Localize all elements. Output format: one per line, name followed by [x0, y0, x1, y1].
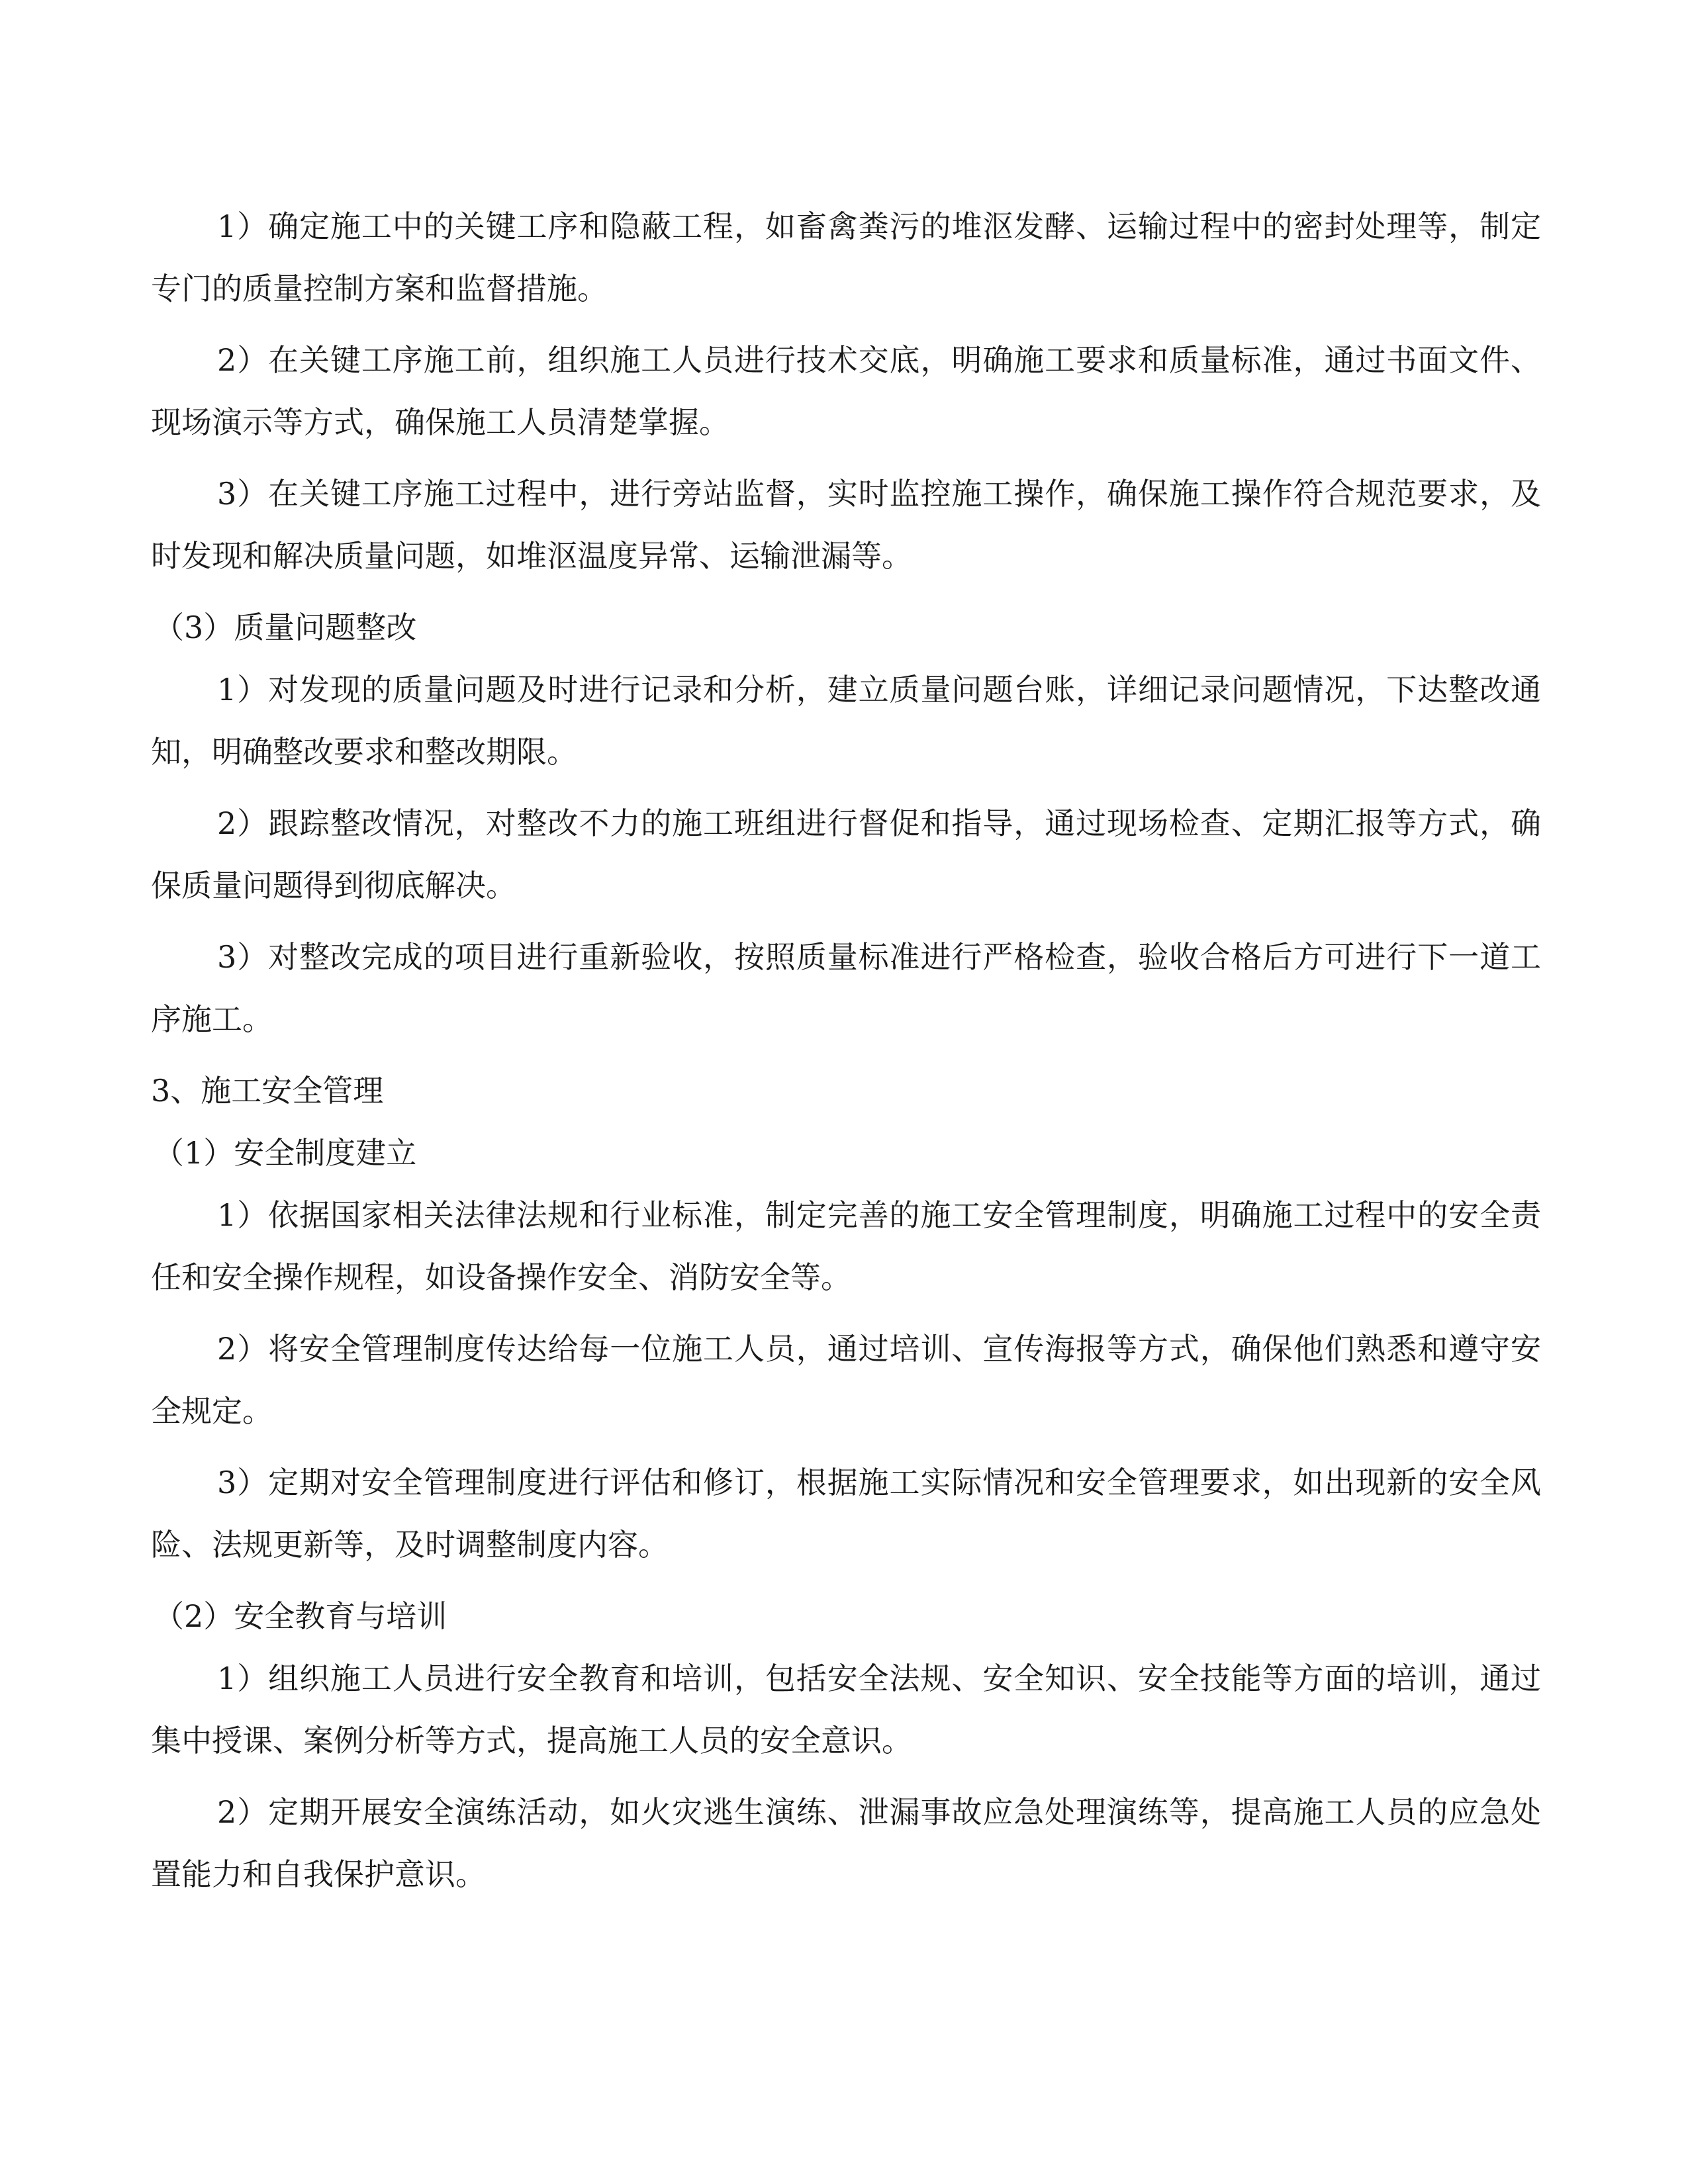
paragraph-rectification-3: 3）对整改完成的项目进行重新验收，按照质量标准进行严格检查，验收合格后方可进行下一道工序施工。 [151, 939, 1541, 1037]
paragraph-safety-training-1: 1）组织施工人员进行安全教育和培训，包括安全法规、安全知识、安全技能等方面的培训，通过集中授课、案例分析等方式，提高施工人员的安全意识。 [151, 1661, 1541, 1758]
paragraph-safety-system-2: 2）将安全管理制度传达给每一位施工人员，通过培训、宣传海报等方式，确保他们熟悉和遵守安全规定。 [151, 1331, 1541, 1429]
paragraph-safety-training-2: 2）定期开展安全演练活动，如火灾逃生演练、泄漏事故应急处理演练等，提高施工人员的应急处置能力和自我保护意识。 [151, 1794, 1541, 1892]
paragraph-key-process-2: 2）在关键工序施工前，组织施工人员进行技术交底，明确施工要求和质量标准，通过书面文件、现场演示等方式，确保施工人员清楚掌握。 [151, 342, 1541, 440]
paragraph-rectification-2: 2）跟踪整改情况，对整改不力的施工班组进行督促和指导，通过现场检查、定期汇报等方式，确保质量问题得到彻底解决。 [151, 805, 1541, 903]
heading-safety-training: （2）安全教育与培训 [154, 1598, 447, 1634]
paragraph-safety-system-3: 3）定期对安全管理制度进行评估和修订，根据施工实际情况和安全管理要求，如出现新的安全风险、法规更新等，及时调整制度内容。 [151, 1465, 1541, 1563]
heading-safety-management: 3、施工安全管理 [151, 1073, 384, 1109]
paragraph-rectification-1: 1）对发现的质量问题及时进行记录和分析，建立质量问题台账，详细记录问题情况，下达整改通知，明确整改要求和整改期限。 [151, 672, 1541, 770]
heading-safety-system: （1）安全制度建立 [154, 1135, 417, 1171]
paragraph-safety-system-1: 1）依据国家相关法律法规和行业标准，制定完善的施工安全管理制度，明确施工过程中的安全责任和安全操作规程，如设备操作安全、消防安全等。 [151, 1197, 1541, 1295]
paragraph-key-process-3: 3）在关键工序施工过程中，进行旁站监督，实时监控施工操作，确保施工操作符合规范要求，及时发现和解决质量问题，如堆沤温度异常、运输泄漏等。 [151, 476, 1541, 574]
heading-quality-rectification: （3）质量问题整改 [154, 610, 417, 645]
paragraph-key-process-1: 1）确定施工中的关键工序和隐蔽工程，如畜禽粪污的堆沤发酵、运输过程中的密封处理等，制定专门的质量控制方案和监督措施。 [151, 208, 1541, 306]
document-body [151, 195, 1541, 1915]
